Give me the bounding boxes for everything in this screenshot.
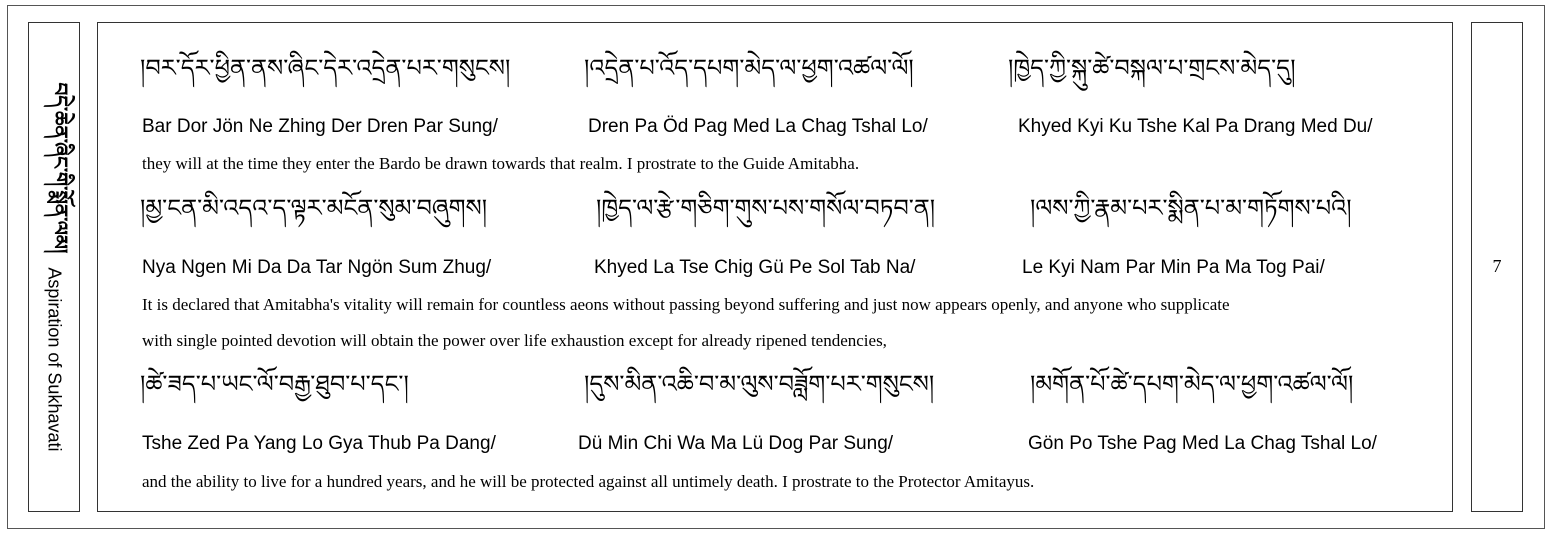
tibetan-line: །མྱ་ངན་མི་འདའ་ད་ལྟར་མངོན་སུམ་བཞུགས། — [140, 194, 488, 222]
tibetan-line: །འདྲེན་པ་འོད་དཔག་མེད་ལ་ཕྱག་འཚལ་ལོ། — [584, 54, 914, 82]
transliteration-line: Khyed Kyi Ku Tshe Kal Pa Drang Med Du/ — [1018, 116, 1373, 137]
tibetan-line: །ཁྱེད་ལ་རྩེ་གཅིག་གུས་པས་གསོལ་བཏབ་ན། — [596, 194, 936, 222]
tibetan-line: །ལས་ཀྱི་རྣམ་པར་སྨིན་པ་མ་གཏོགས་པའི། — [1030, 194, 1352, 222]
translation-line: they will at the time they enter the Bardo be drawn towards that realm. I prostrate to the Guide Amitabha. — [142, 154, 860, 173]
sidebar-title — [28, 22, 80, 512]
translation-line: and the ability to live for a hundred years, and he will be protected against all untimely death. I prostrate to the Protector Amitayus. — [142, 472, 1035, 491]
transliteration-line: Tshe Zed Pa Yang Lo Gya Thub Pa Dang/ — [142, 433, 496, 454]
tibetan-line: །བར་དོར་ཕྱིན་ནས་ཞིང་དེར་འདྲེན་པར་གསུངས། — [140, 54, 511, 82]
tibetan-line: །མགོན་པོ་ཚེ་དཔག་མེད་ལ་ཕྱག་འཚལ་ལོ། — [1030, 370, 1354, 398]
transliteration-line: Dü Min Chi Wa Ma Lü Dog Par Sung/ — [578, 433, 894, 454]
sidebar-title-english: Aspiration of Sukhavati — [44, 267, 65, 452]
transliteration-line: Khyed La Tse Chig Gü Pe Sol Tab Na/ — [594, 257, 916, 278]
page-number: 7 — [1492, 256, 1502, 276]
transliteration-line: Nya Ngen Mi Da Da Tar Ngön Sum Zhug/ — [142, 257, 492, 278]
sidebar-title-tibetan: བདེ་ཆེན་ཞིང་གི་སྨོན་ལམ། — [48, 82, 73, 254]
tibetan-line: །ཚེ་ཟད་པ་ཡང་ལོ་བརྒྱ་ཐུབ་པ་དང་། — [140, 370, 409, 398]
transliteration-line: Dren Pa Öd Pag Med La Chag Tshal Lo/ — [588, 116, 928, 137]
tibetan-line: །ཁྱེད་ཀྱི་སྐུ་ཚེ་བསྐལ་པ་གྲངས་མེད་དུ། — [1008, 54, 1296, 82]
translation-line: It is declared that Amitabha's vitality will remain for countless aeons without passing beyond suffering and just now appears openly, and anyone who supplicate — [142, 295, 1230, 314]
transliteration-line: Le Kyi Nam Par Min Pa Ma Tog Pai/ — [1022, 257, 1325, 278]
translation-line: with single pointed devotion will obtain the power over life exhaustion except for already ripened tendencies, — [142, 331, 887, 350]
transliteration-line: Gön Po Tshe Pag Med La Chag Tshal Lo/ — [1028, 433, 1377, 454]
transliteration-line: Bar Dor Jön Ne Zhing Der Dren Par Sung/ — [142, 116, 498, 137]
tibetan-line: །དུས་མིན་འཆི་བ་མ་ལུས་བཟློག་པར་གསུངས། — [584, 370, 935, 398]
